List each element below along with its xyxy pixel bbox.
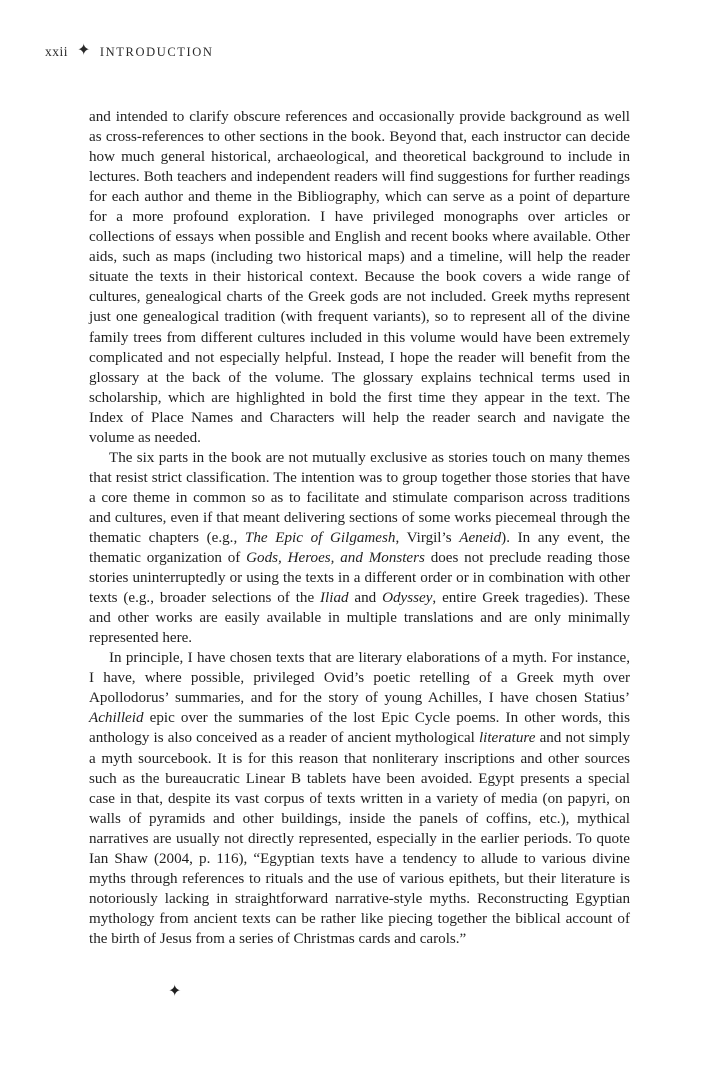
running-head-ornament-icon: ✦ — [77, 42, 91, 59]
paragraph-2 — [89, 448, 630, 648]
paragraph-2-text-2: , Virgil’s — [395, 529, 460, 546]
paragraph-3-text-2: epic over the summaries of the lost Epic Cycle poems. In other words, this anthology is also conceived as a reader of ancient mythological — [89, 710, 630, 747]
paragraph-2-text-3: ). In any event, the thematic organization of — [89, 529, 630, 567]
title-achilleid: Achilleid — [89, 710, 144, 727]
paragraph-2-text-1: The six parts in the book are not mutually exclusive as stories touch on many themes that resist strict classification. The intention was to group together those stories that have a core theme in common so as to facilitate and stimulate comparison across traditions and cultures, even if that meant delivering sections of some works piecemeal through the thematic chapters (e.g., — [89, 449, 630, 546]
paragraph-2-text-5: and — [348, 590, 383, 607]
title-aeneid: Aeneid — [459, 529, 502, 546]
body-text — [89, 107, 630, 949]
paragraph-1: and intended to clarify obscure references and occasionally provide background as well as cross-references to other sections in the book. Beyond that, each instructor can decide how much general historical, archaeological, and theoretical background to include in lectures. Both teachers and independent readers will find suggestions for further readings for each author and theme in the Bibliography, which can serve as a point of departure for a more profound exploration. I have privileged monographs over articles or collections of essays when possible and English and recent books where available. Other aids, such as maps (including two historical maps) and a timeline, will help the reader situate the texts in their historical context. Because the book covers a wide range of cultures, genealogical charts of the Greek gods are not included. Greek myths represent just one genealogical tradition (with frequent variants), so to represent all of the divine family trees from different cultures included in this volume would have been extremely complicated and not especially helpful. Instead, I hope the reader will benefit from the glossary at the back of the volume. The glossary explains technical terms used in scholarship, which are highlighted in bold the first time they appear in the text. The Index of Place Names and Characters will help the reader search and navigate the volume as needed. — [89, 109, 630, 446]
page-number: xxii — [45, 44, 69, 59]
title-odyssey: Odyssey — [382, 590, 433, 607]
paragraph-2-text-4: does not preclude reading those stories uninterruptedly or using the texts in a different order or in combination with other texts (e.g., broader selections of the — [89, 550, 630, 607]
emphasis-literature: literature — [478, 730, 536, 747]
running-head — [45, 44, 214, 60]
section-title: INTRODUCTION — [99, 44, 214, 59]
paragraph-3-text-1: In principle, I have chosen texts that are literary elaborations of a myth. For instance, I have, where possible, privileged Ovid’s poetic retelling of a Greek myth over Apollodorus’ summaries, and for the story of young Achilles, I have chosen Statius’ — [89, 650, 630, 707]
paragraph-2-text-6: , entire Greek tragedies). These and other works are easily available in multiple translations and are only minimally represented here. — [89, 590, 630, 647]
paragraph-3 — [89, 648, 630, 949]
paragraph-3-text-3: and not simply a myth sourcebook. It is for this reason that nonliterary inscriptions and other sources such as the bureaucratic Linear B tablets have been avoided. Egypt presents a special case in that, despite its vast corpus of texts written in a variety of media (on papyri, on walls of pyramids and other buildings, inside the panels of coffins, etc.), mythical narratives are usually not directly represented, especially in the earlier periods. To quote Ian Shaw (2004, p. 116), “Egyptian texts have a tendency to allude to various divine myths through references to rituals and the use of various epithets, but their literature is notoriously lacking in straightforward narrative-style myths. Reconstructing Egyptian mythology from ancient texts can be rather like piecing together the biblical account of the birth of Jesus from a series of Christmas cards and carols.” — [89, 730, 630, 947]
title-gods-heroes-monsters: Gods, Heroes, and Monsters — [246, 550, 425, 567]
title-epic-of-gilgamesh: The Epic of Gilgamesh — [244, 529, 396, 546]
title-iliad: Iliad — [320, 590, 349, 607]
section-end-ornament-icon: ✦ — [168, 983, 182, 1000]
